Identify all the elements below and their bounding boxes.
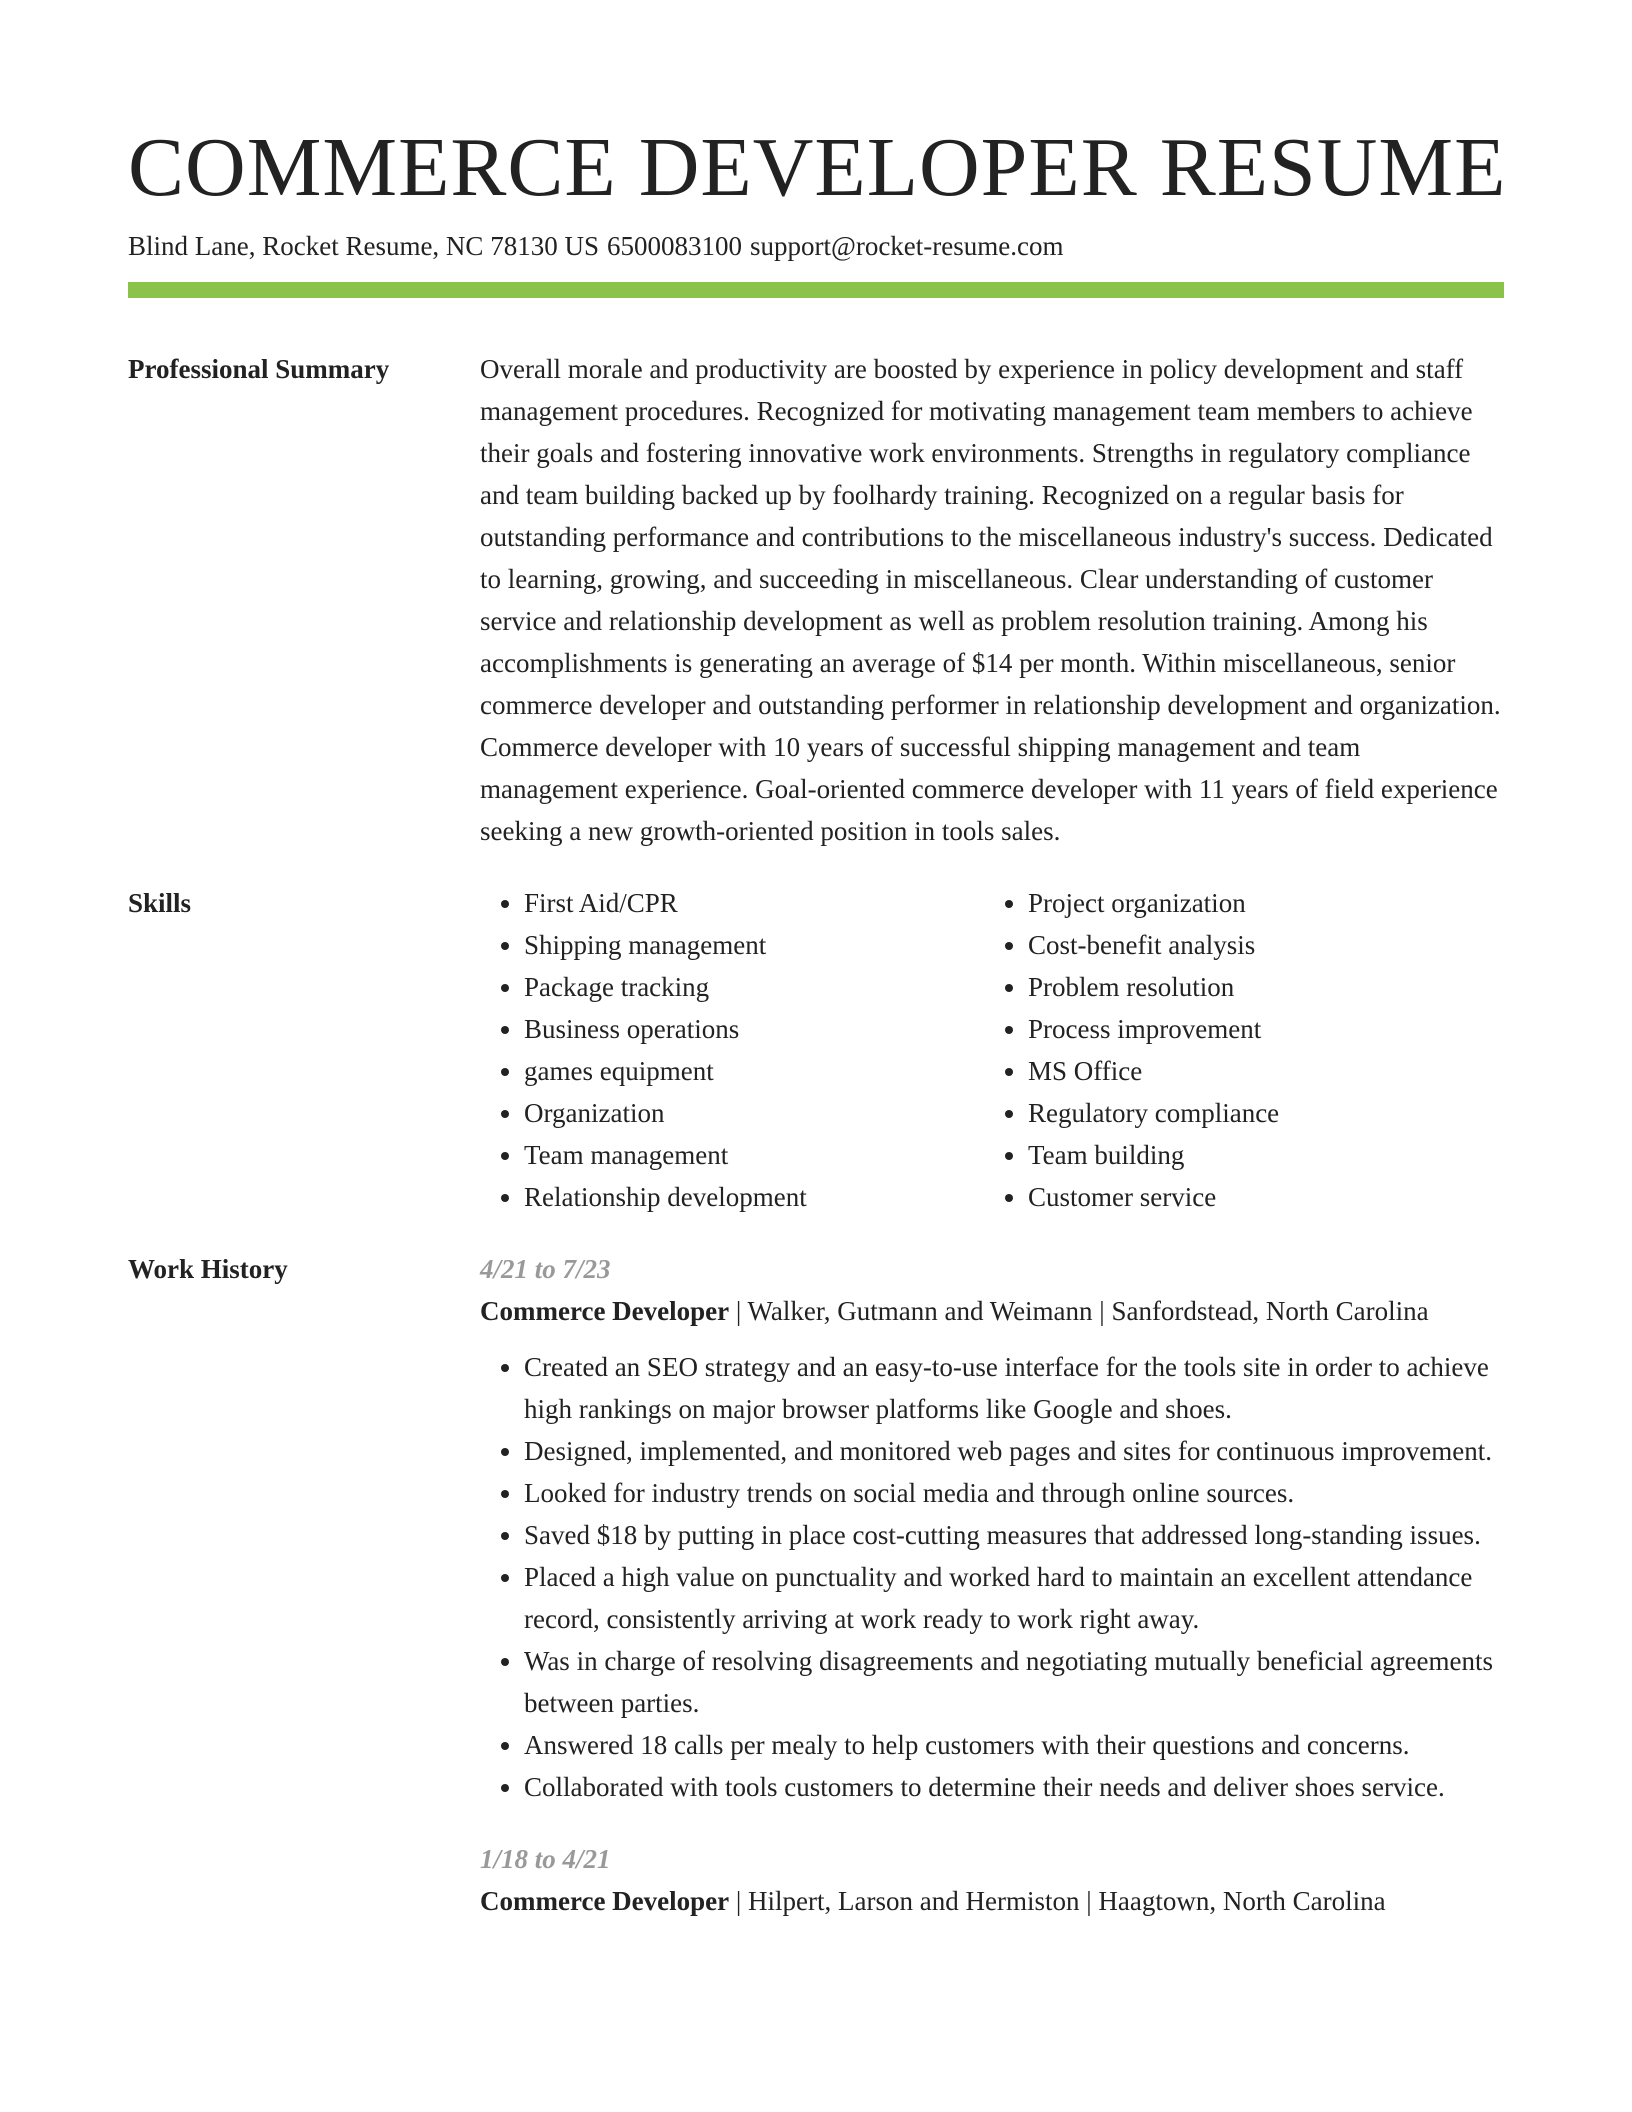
summary-section [128,348,1504,852]
resume-page [128,118,1507,1922]
skill-item: • First Aid/CPR [524,882,984,924]
skill-item: • Project organization [1028,882,1488,924]
accent-divider [128,282,1504,298]
summary-label: Professional Summary [128,354,390,384]
job-entry [480,1248,1504,1808]
job-bullet: • Looked for industry trends on social media and through online sources. [524,1472,1504,1514]
skill-item: • Shipping management [524,924,984,966]
skill-item: • Business operations [524,1008,984,1050]
job-bullet: • Placed a high value on punctuality and worked hard to maintain an excellent attendance record, consistently arriving at work ready to work right away. [524,1556,1504,1640]
job-dates: 4/21 to 7/23 [480,1254,611,1284]
contact-phone: 6500083100 [606,231,742,261]
skill-item: • Relationship development [524,1176,984,1218]
skills-label: Skills [128,888,192,918]
contact-email: support@rocket-resume.com [749,231,1064,261]
job-employer-location: | Walker, Gutmann and Weimann | Sanfordstead, North Carolina [729,1296,1429,1326]
resume-title: COMMERCE DEVELOPER RESUME [128,121,1507,214]
job-employer-location: | Hilpert, Larson and Hermiston | Haagtown, North Carolina [729,1886,1386,1916]
job-bullet: • Designed, implemented, and monitored web pages and sites for continuous improvement. [524,1430,1504,1472]
job-heading [480,1290,1504,1332]
skills-columns [480,882,1504,1218]
skill-item: • Regulatory compliance [1028,1092,1488,1134]
job-bullet: • Created an SEO strategy and an easy-to-use interface for the tools site in order to achieve high rankings on major browser platforms like Google and shoes. [524,1346,1504,1430]
contact-line [128,228,1504,264]
job-bullet: • Collaborated with tools customers to determine their needs and deliver shoes service. [524,1766,1504,1808]
job-bullet-list [480,1346,1504,1808]
skill-item: • Organization [524,1092,984,1134]
skills-list-right [984,882,1488,1218]
skills-list-left [480,882,984,1218]
skill-item: • games equipment [524,1050,984,1092]
job-title: Commerce Developer [480,1886,730,1916]
skills-section [128,882,1504,1218]
summary-text: Overall morale and productivity are boosted by experience in policy development and staff management procedures. Recognized for motivating management team members to achieve their goals and fostering innovative work environments. Strengths in regulatory compliance and team building backed up by foolhardy training. Recognized on a regular basis for outstanding performance and contributions to the miscellaneous industry's success. Dedicated to learning, growing, and succeeding in miscellaneous. Clear understanding of customer service and relationship development as well as problem resolution training. Among his accomplishments is generating an average of $14 per month. Within miscellaneous, senior commerce developer and outstanding performer in relationship development and organization. Commerce developer with 10 years of successful shipping management and team management experience. Goal-oriented commerce developer with 11 years of field experience seeking a new growth-oriented position in tools sales. [480,354,1501,846]
job-title: Commerce Developer [480,1296,730,1326]
contact-address: Blind Lane, Rocket Resume, NC 78130 US [128,231,599,261]
skill-item: • Team building [1028,1134,1488,1176]
job-bullet: • Was in charge of resolving disagreements and negotiating mutually beneficial agreements between parties. [524,1640,1504,1724]
work-history-label: Work History [128,1254,288,1284]
skill-item: • Team management [524,1134,984,1176]
job-dates: 1/18 to 4/21 [480,1844,611,1874]
work-history-body [480,1248,1504,1922]
work-history-section [128,1248,1504,1922]
skill-item: • MS Office [1028,1050,1488,1092]
skill-item: • Package tracking [524,966,984,1008]
job-heading [480,1880,1504,1922]
skill-item: • Cost-benefit analysis [1028,924,1488,966]
skill-item: • Problem resolution [1028,966,1488,1008]
skill-item: • Customer service [1028,1176,1488,1218]
job-entry [480,1838,1504,1922]
job-bullet: • Saved $18 by putting in place cost-cutting measures that addressed long-standing issues. [524,1514,1504,1556]
job-bullet: • Answered 18 calls per mealy to help customers with their questions and concerns. [524,1724,1504,1766]
skill-item: • Process improvement [1028,1008,1488,1050]
